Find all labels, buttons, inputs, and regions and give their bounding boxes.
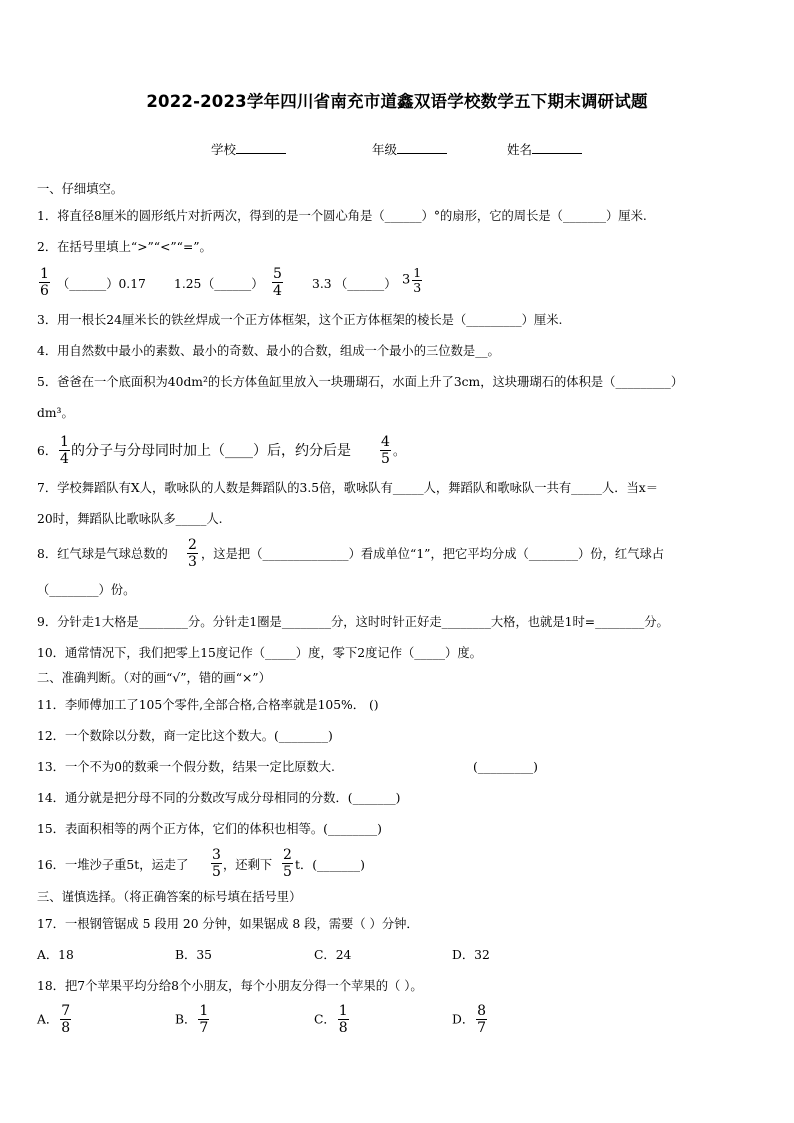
name-field[interactable] [507, 140, 582, 158]
question-5-line-1: 5．爸爸在一个底面积为40dm²的长方体鱼缸里放入一块珊瑚石，水面上升了3cm，这块珊瑚石的体积是（_________） [37, 375, 684, 389]
q6-fraction-2: $\frac{4}{5}$ [381, 434, 390, 467]
q17-option-a[interactable]: A．18 [37, 948, 74, 962]
q6-end: 。 [393, 444, 406, 458]
question-15: 15．表面积相等的两个正方体，它们的体积也相等。(________) [37, 822, 382, 836]
school-blank[interactable] [236, 141, 286, 154]
school-field[interactable] [211, 140, 286, 158]
q2-mixed-number: 3 $\frac{1}{3}$ [402, 265, 422, 295]
question-1: 1．将直径8厘米的圆形纸片对折两次，得到的是一个圆心角是（______）°的扇形，它的周长是（_______）厘米. [37, 209, 647, 223]
question-9: 9．分针走1大格是________分。分针走1圈是________分，这时时针正好走________大格，也就是1时=________分。 [37, 615, 669, 629]
q13-blank: (_________) [473, 760, 538, 774]
school-label: 学校 [211, 142, 237, 157]
q8-fraction: $\frac{2}{3}$ [188, 537, 197, 570]
q2-compare-1: （______）0.17 [57, 277, 146, 291]
q18-option-d[interactable]: D． $\frac{8}{7}$ [452, 1003, 487, 1036]
question-3: 3．用一根长24厘米长的铁丝焊成一个正方体框架，这个正方体框架的棱长是（_________）厘米. [37, 313, 563, 327]
q2-value-3: 3.3 [312, 277, 332, 291]
question-12: 12．一个数除以分数，商一定比这个数大。(________) [37, 729, 333, 743]
q8-text-a: 8．红气球是气球总数的 [37, 547, 168, 561]
grade-blank[interactable] [397, 141, 447, 154]
q17-option-c[interactable]: C．24 [314, 948, 352, 962]
q8-text-b: ，这是把（______________）看成单位“1”，把它平均分成（________）份，红气球占 [201, 547, 665, 561]
question-10: 10．通常情况下，我们把零上15度记作（_____）度，零下2度记作（_____）度。 [37, 646, 482, 660]
question-13 [37, 759, 758, 775]
grade-label: 年级 [372, 142, 398, 157]
q16-text-b: ，还剩下 [223, 858, 273, 872]
q6-fraction-1: $\frac{1}{4}$ [60, 434, 69, 467]
question-5-line-2: dm³。 [37, 406, 74, 420]
q13-text: 13．一个不为0的数乘一个假分数，结果一定比原数大. [37, 760, 335, 774]
q16-text-c: t．(_______) [295, 858, 365, 872]
question-4: 4．用自然数中最小的素数、最小的奇数、最小的合数，组成一个最小的三位数是__。 [37, 344, 500, 358]
name-blank[interactable] [532, 141, 582, 154]
question-11: 11．李师傅加工了105个零件,全部合格,合格率就是105%． () [37, 698, 379, 712]
question-7-line-1: 7．学校舞蹈队有X人，歌咏队的人数是舞蹈队的3.5倍，歌咏队有_____人，舞蹈队和歌咏队一共有_____人．当x＝ [37, 481, 659, 495]
q18-option-b[interactable]: B． $\frac{1}{7}$ [175, 1003, 209, 1036]
question-7-line-2: 20时，舞蹈队比歌咏队多_____人. [37, 512, 223, 526]
q2-compare-2: （______） [202, 277, 264, 291]
section-2-heading: 二、准确判断。（对的画“√”，错的画“×”） [37, 671, 271, 685]
grade-field[interactable] [372, 140, 447, 158]
question-2-comparisons [37, 266, 758, 302]
q18-option-a[interactable]: A． $\frac{7}{8}$ [37, 1003, 71, 1036]
question-8 [37, 537, 758, 573]
question-14: 14．通分就是把分母不同的分数改写成分母相同的分数．(_______) [37, 791, 401, 805]
question-6 [37, 434, 758, 468]
q2-value-2: 1.25 [174, 277, 202, 291]
q2-fraction-1: $\frac{1}{6}$ [40, 266, 49, 299]
question-18-options [37, 1003, 758, 1043]
q6-text: 的分子与分母同时加上（____）后，约分后是 [71, 443, 351, 459]
question-8-line-2: （________）份。 [37, 583, 136, 597]
name-label: 姓名 [507, 142, 533, 157]
section-3-heading: 三、谨慎选择。（将正确答案的标号填在括号里） [37, 890, 302, 904]
q2-fraction-2: $\frac{5}{4}$ [273, 266, 282, 299]
question-18: 18．把7个苹果平均分给8个小朋友，每个小朋友分得一个苹果的（ ）。 [37, 979, 423, 993]
q16-fraction-1: $\frac{3}{5}$ [212, 847, 221, 880]
question-16 [37, 847, 758, 883]
section-1-heading: 一、仔细填空。 [37, 182, 124, 196]
q18-option-c[interactable]: C． $\frac{1}{8}$ [314, 1003, 348, 1036]
q17-option-b[interactable]: B．35 [175, 948, 212, 962]
q16-text-a: 16．一堆沙子重5t，运走了 [37, 858, 189, 872]
question-17: 17．一根钢管锯成 5 段用 20 分钟，如果锯成 8 段，需要（ ）分钟． [37, 917, 419, 931]
q17-option-d[interactable]: D．32 [452, 948, 490, 962]
question-2: 2．在括号里填上“>”“<”“=”。 [37, 240, 212, 254]
q16-fraction-2: $\frac{2}{5}$ [283, 847, 292, 880]
q6-number: 6． [37, 444, 58, 458]
page-title: 2022-2023学年四川省南充市道鑫双语学校数学五下期末调研试题 [146, 92, 648, 111]
q2-compare-3: （______） [335, 277, 397, 291]
